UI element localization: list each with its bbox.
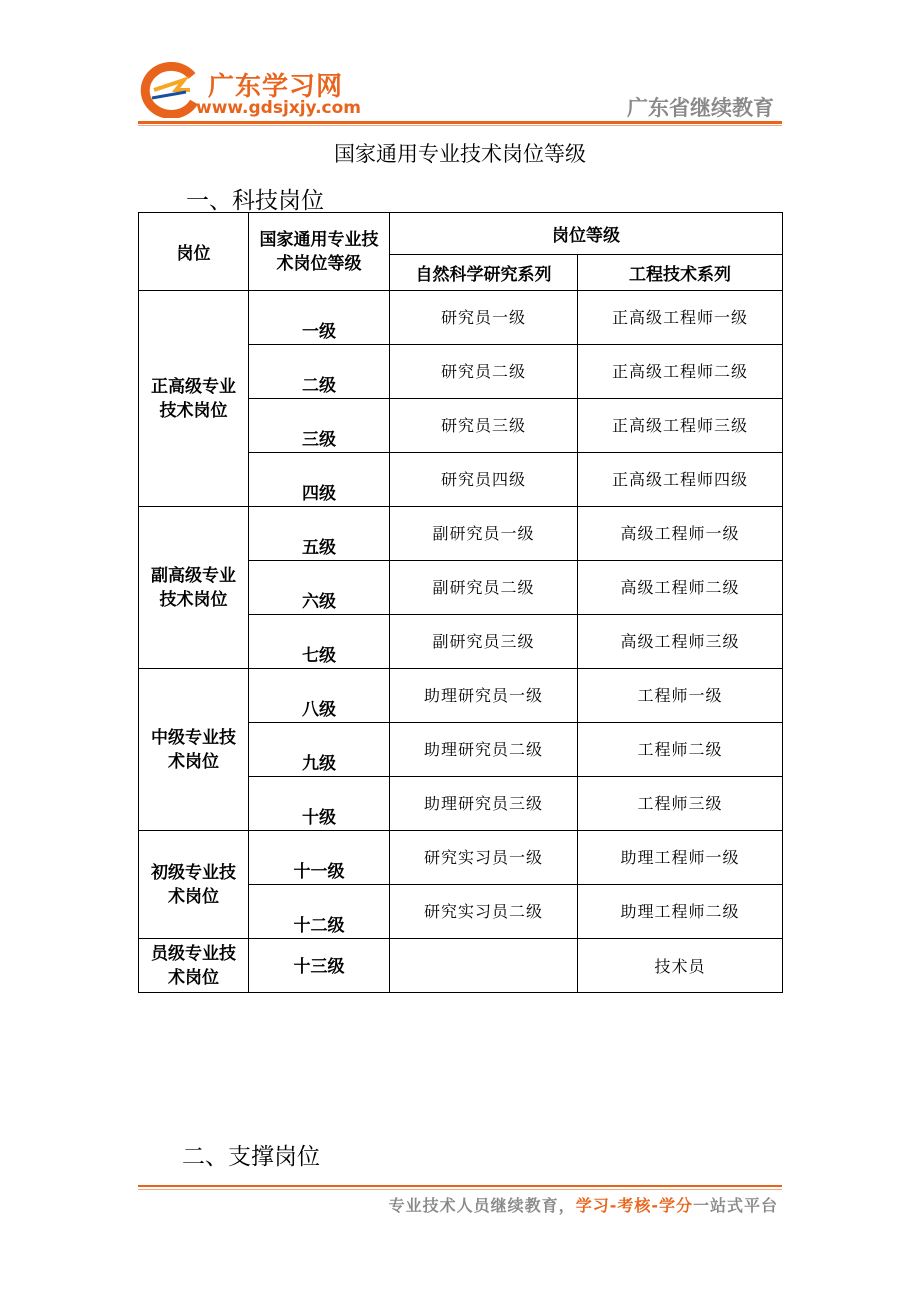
page-header: [0, 0, 920, 130]
engineering-series-cell: 工程师一级: [578, 669, 783, 723]
level-cell: 十一级: [249, 831, 390, 885]
table-row: [139, 939, 783, 993]
footer-text-b: 学习-考核-学分: [575, 1196, 693, 1215]
natural-series-cell: 副研究员二级: [390, 561, 578, 615]
header-divider-thin: [138, 125, 782, 126]
table-row: [139, 669, 783, 723]
level-cell: 七级: [249, 615, 390, 669]
footer-text-c: 一站式平台: [692, 1196, 778, 1215]
natural-series-cell: 副研究员一级: [390, 507, 578, 561]
natural-series-cell: 研究员四级: [390, 453, 578, 507]
natural-series-cell: 研究员三级: [390, 399, 578, 453]
natural-series-cell: 研究实习员一级: [390, 831, 578, 885]
engineering-series-cell: 助理工程师一级: [578, 831, 783, 885]
level-cell: 四级: [249, 453, 390, 507]
natural-series-cell: 研究员二级: [390, 345, 578, 399]
level-cell: 十三级: [249, 939, 390, 993]
footer-text-a: 专业技术人员继续教育，: [388, 1196, 576, 1215]
engineering-series-cell: 工程师三级: [578, 777, 783, 831]
document-title: 国家通用专业技术岗位等级: [334, 142, 586, 166]
logo-url[interactable]: www.gdsjxjy.com: [196, 98, 362, 118]
level-cell: 三级: [249, 399, 390, 453]
natural-series-cell: [390, 939, 578, 993]
table-row: [139, 291, 783, 345]
level-cell: 一级: [249, 291, 390, 345]
level-cell: 十二级: [249, 885, 390, 939]
category-cell: 中级专业技术岗位: [139, 669, 249, 831]
header-brand: 广东省继续教育: [627, 96, 774, 120]
engineering-series-cell: 高级工程师一级: [578, 507, 783, 561]
table-row: [139, 507, 783, 561]
engineering-series-cell: 正高级工程师二级: [578, 345, 783, 399]
grade-table: [138, 212, 783, 993]
level-cell: 六级: [249, 561, 390, 615]
footer-slogan: [389, 1193, 778, 1216]
level-cell: 十级: [249, 777, 390, 831]
category-cell: 正高级专业技术岗位: [139, 291, 249, 507]
natural-series-cell: 研究实习员二级: [390, 885, 578, 939]
table-row: [139, 831, 783, 885]
natural-series-cell: 助理研究员三级: [390, 777, 578, 831]
logo-text: 广东学习网: [208, 72, 344, 102]
header-natural-series: 自然科学研究系列: [390, 255, 578, 291]
logo-icon: [140, 62, 200, 118]
level-cell: 九级: [249, 723, 390, 777]
engineering-series-cell: 工程师二级: [578, 723, 783, 777]
level-cell: 八级: [249, 669, 390, 723]
level-cell: 二级: [249, 345, 390, 399]
engineering-series-cell: 正高级工程师四级: [578, 453, 783, 507]
section-heading-1: 一、科技岗位: [186, 188, 324, 214]
natural-series-cell: 副研究员三级: [390, 615, 578, 669]
engineering-series-cell: 高级工程师三级: [578, 615, 783, 669]
footer-divider: [138, 1185, 782, 1187]
header-engineering-series: 工程技术系列: [578, 255, 783, 291]
engineering-series-cell: 正高级工程师一级: [578, 291, 783, 345]
engineering-series-cell: 助理工程师二级: [578, 885, 783, 939]
natural-series-cell: 研究员一级: [390, 291, 578, 345]
header-grade: 岗位等级: [390, 213, 783, 255]
engineering-series-cell: 高级工程师二级: [578, 561, 783, 615]
engineering-series-cell: 正高级工程师三级: [578, 399, 783, 453]
footer-divider-thin: [138, 1189, 782, 1190]
category-cell: 员级专业技术岗位: [139, 939, 249, 993]
level-cell: 五级: [249, 507, 390, 561]
category-cell: 副高级专业技术岗位: [139, 507, 249, 669]
header-divider: [138, 121, 782, 124]
section-heading-2: 二、支撑岗位: [182, 1144, 320, 1170]
header-level: 国家通用专业技术岗位等级: [249, 213, 390, 291]
natural-series-cell: 助理研究员二级: [390, 723, 578, 777]
natural-series-cell: 助理研究员一级: [390, 669, 578, 723]
engineering-series-cell: 技术员: [578, 939, 783, 993]
category-cell: 初级专业技术岗位: [139, 831, 249, 939]
header-post: 岗位: [139, 213, 249, 291]
